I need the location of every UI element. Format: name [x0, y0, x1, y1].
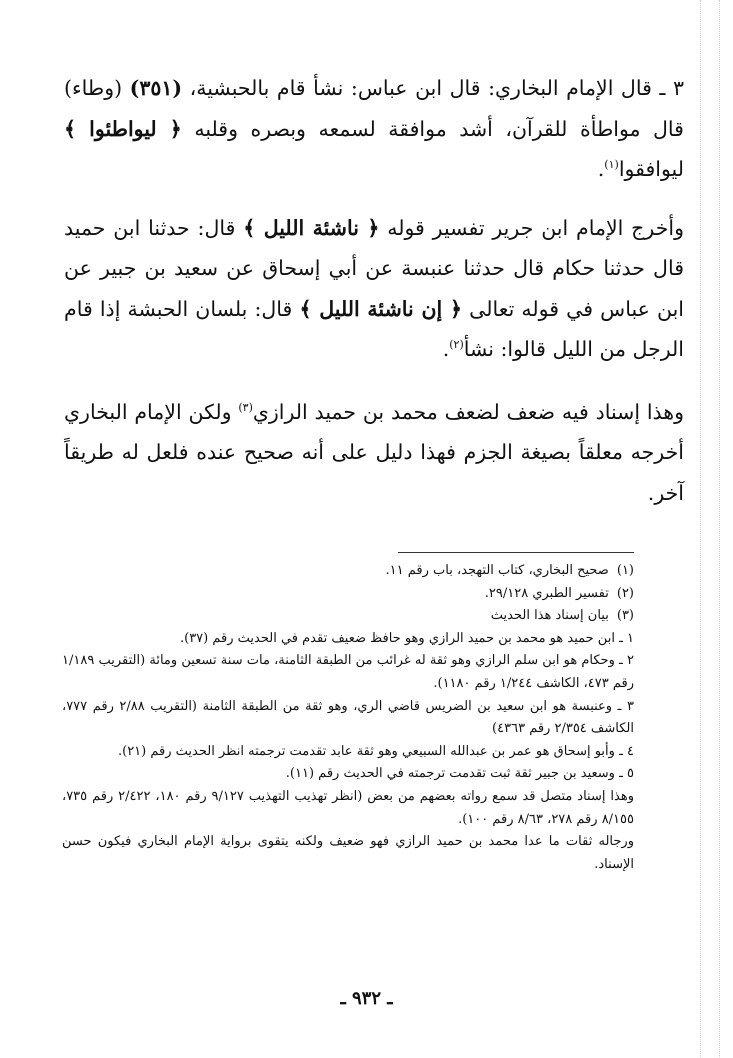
footnote-ref-2[interactable]: (٢): [449, 338, 464, 352]
paragraph-text: قال الإمام البخاري: قال ابن عباس: نشأ قام بالحبشية،: [182, 76, 652, 100]
item-number: ٣: [672, 76, 684, 100]
footnote-text: صحيح البخاري، كتاب التهجد، باب رقم ١١.: [385, 563, 609, 578]
narrator-5: ٥ ـ وسعيد بن جبير ثقة ثبت تقدمت ترجمته في الحديث رقم (١١).: [285, 766, 634, 782]
footnotes: [62, 560, 634, 876]
page-number: ـ ٩٣٢ ـ: [340, 988, 393, 1009]
punctuation: .: [442, 337, 450, 361]
paragraph-text: قال: بلسان الحبشة إذا قام الرجل من الليل قالوا: نشأ: [64, 296, 684, 361]
paragraph-text: وهذا إسناد فيه ضعف لضعف محمد بن حميد الرازي: [252, 399, 685, 424]
paragraph-ibn-jarir: [64, 208, 684, 370]
footnote-3: [62, 605, 634, 628]
footnote-ref-1[interactable]: (١): [604, 158, 619, 172]
footnote-ref-3[interactable]: (٣): [238, 400, 253, 414]
quran-word: ﴿ ليواطئوا ﴾: [64, 116, 182, 141]
narrator-3: ٣ ـ وعنبسة هو ابن سعيد بن الضريس قاضي الري، وهو ثقة من الطبقة الثامنة (التقريب ٢/٨٨ رقم ٧٧٧، الكاشف ٢/٣٥٤ رقم ٤٣٦٣): [62, 698, 634, 737]
paragraph-isnad-judgment: [64, 392, 684, 514]
grading-note: ورجاله ثقات ما عدا محمد بن حميد الرازي فهو ضعيف ولكنه يتقوى برواية الإمام البخاري فيكون حسن الإسناد.: [62, 834, 634, 872]
footnote-number: (٢): [616, 585, 634, 601]
margin-rule-outer: [719, 0, 720, 1058]
footnote-number: (١): [616, 563, 634, 578]
paragraph-text: وأخرج الإمام ابن جرير تفسير قوله: [379, 215, 684, 240]
footnote-2: [62, 583, 634, 606]
footnote-text: تفسير الطبري ٢٩/١٢٨.: [484, 585, 609, 601]
paragraph-text: ولكن الإمام البخاري أخرجه معلقاً بصيغة الجزم فهذا دليل على أنه صحيح عنده فلعل له طريقاً آخر.: [64, 399, 684, 505]
narrator-2: ٢ ـ وحكام هو ابن سلم الرازي وهو ثقة له غرائب من الطبقة الثامنة، مات سنة تسعين ومائة (التقريب ١/١٨٩ رقم ٤٧٣، الكاشف ١/٢٤٤ رقم ١١٨٠).: [62, 653, 634, 691]
footnote-text: بيان إسناد هذا الحديث: [490, 608, 609, 624]
hadith-number: (٣٥١): [129, 76, 183, 100]
margin-rule: [700, 0, 701, 1058]
quran-phrase: ﴿ ناشئة الليل ﴾: [243, 215, 380, 240]
narrator-4: ٤ ـ وأبو إسحاق هو عمر بن عبدالله السبيعي وهو ثقة عابد تقدمت ترجمته انظر الحديث رقم (٢١).: [117, 743, 634, 759]
punctuation: .: [597, 157, 605, 181]
paragraph-text: قال: حدثنا ابن حميد قال حدثنا حكام قال حدثنا عنبسة عن أبي إسحاق عن سعيد بن جبير عن ابن عباس في قوله تعالى: [64, 215, 684, 321]
isnad-note: وهذا إسناد متصل قد سمع رواته بعضهم من بعض (انظر تهذيب التهذيب ٩/١٢٧ رقم ١٨٠، ٢/٤٢٢ رقم ٧٣٥، ٨/١٥٥ رقم ٢٧٨، ٨/٦٣ رقم ١٠٠).: [62, 788, 634, 827]
narrator-1: ١ ـ ابن حميد هو محمد بن حميد الرازي وهو حافظ ضعيف تقدم في الحديث رقم (٣٧).: [179, 630, 634, 646]
paragraph-hadith-351: [64, 68, 684, 190]
item-dash: ـ: [651, 76, 673, 100]
paragraph-text: (وطاء) قال مواطأة للقرآن، أشد موافقة لسمعه وبصره وقلبه: [64, 76, 684, 141]
paragraph-text: ليوافقوا: [618, 157, 684, 181]
footnote-1: [62, 560, 634, 583]
footnote-number: (٣): [616, 608, 634, 624]
quran-verse: ﴿ إن ناشئة الليل ﴾: [299, 296, 462, 321]
main-text: [64, 68, 684, 513]
footnote-separator: [398, 552, 634, 553]
